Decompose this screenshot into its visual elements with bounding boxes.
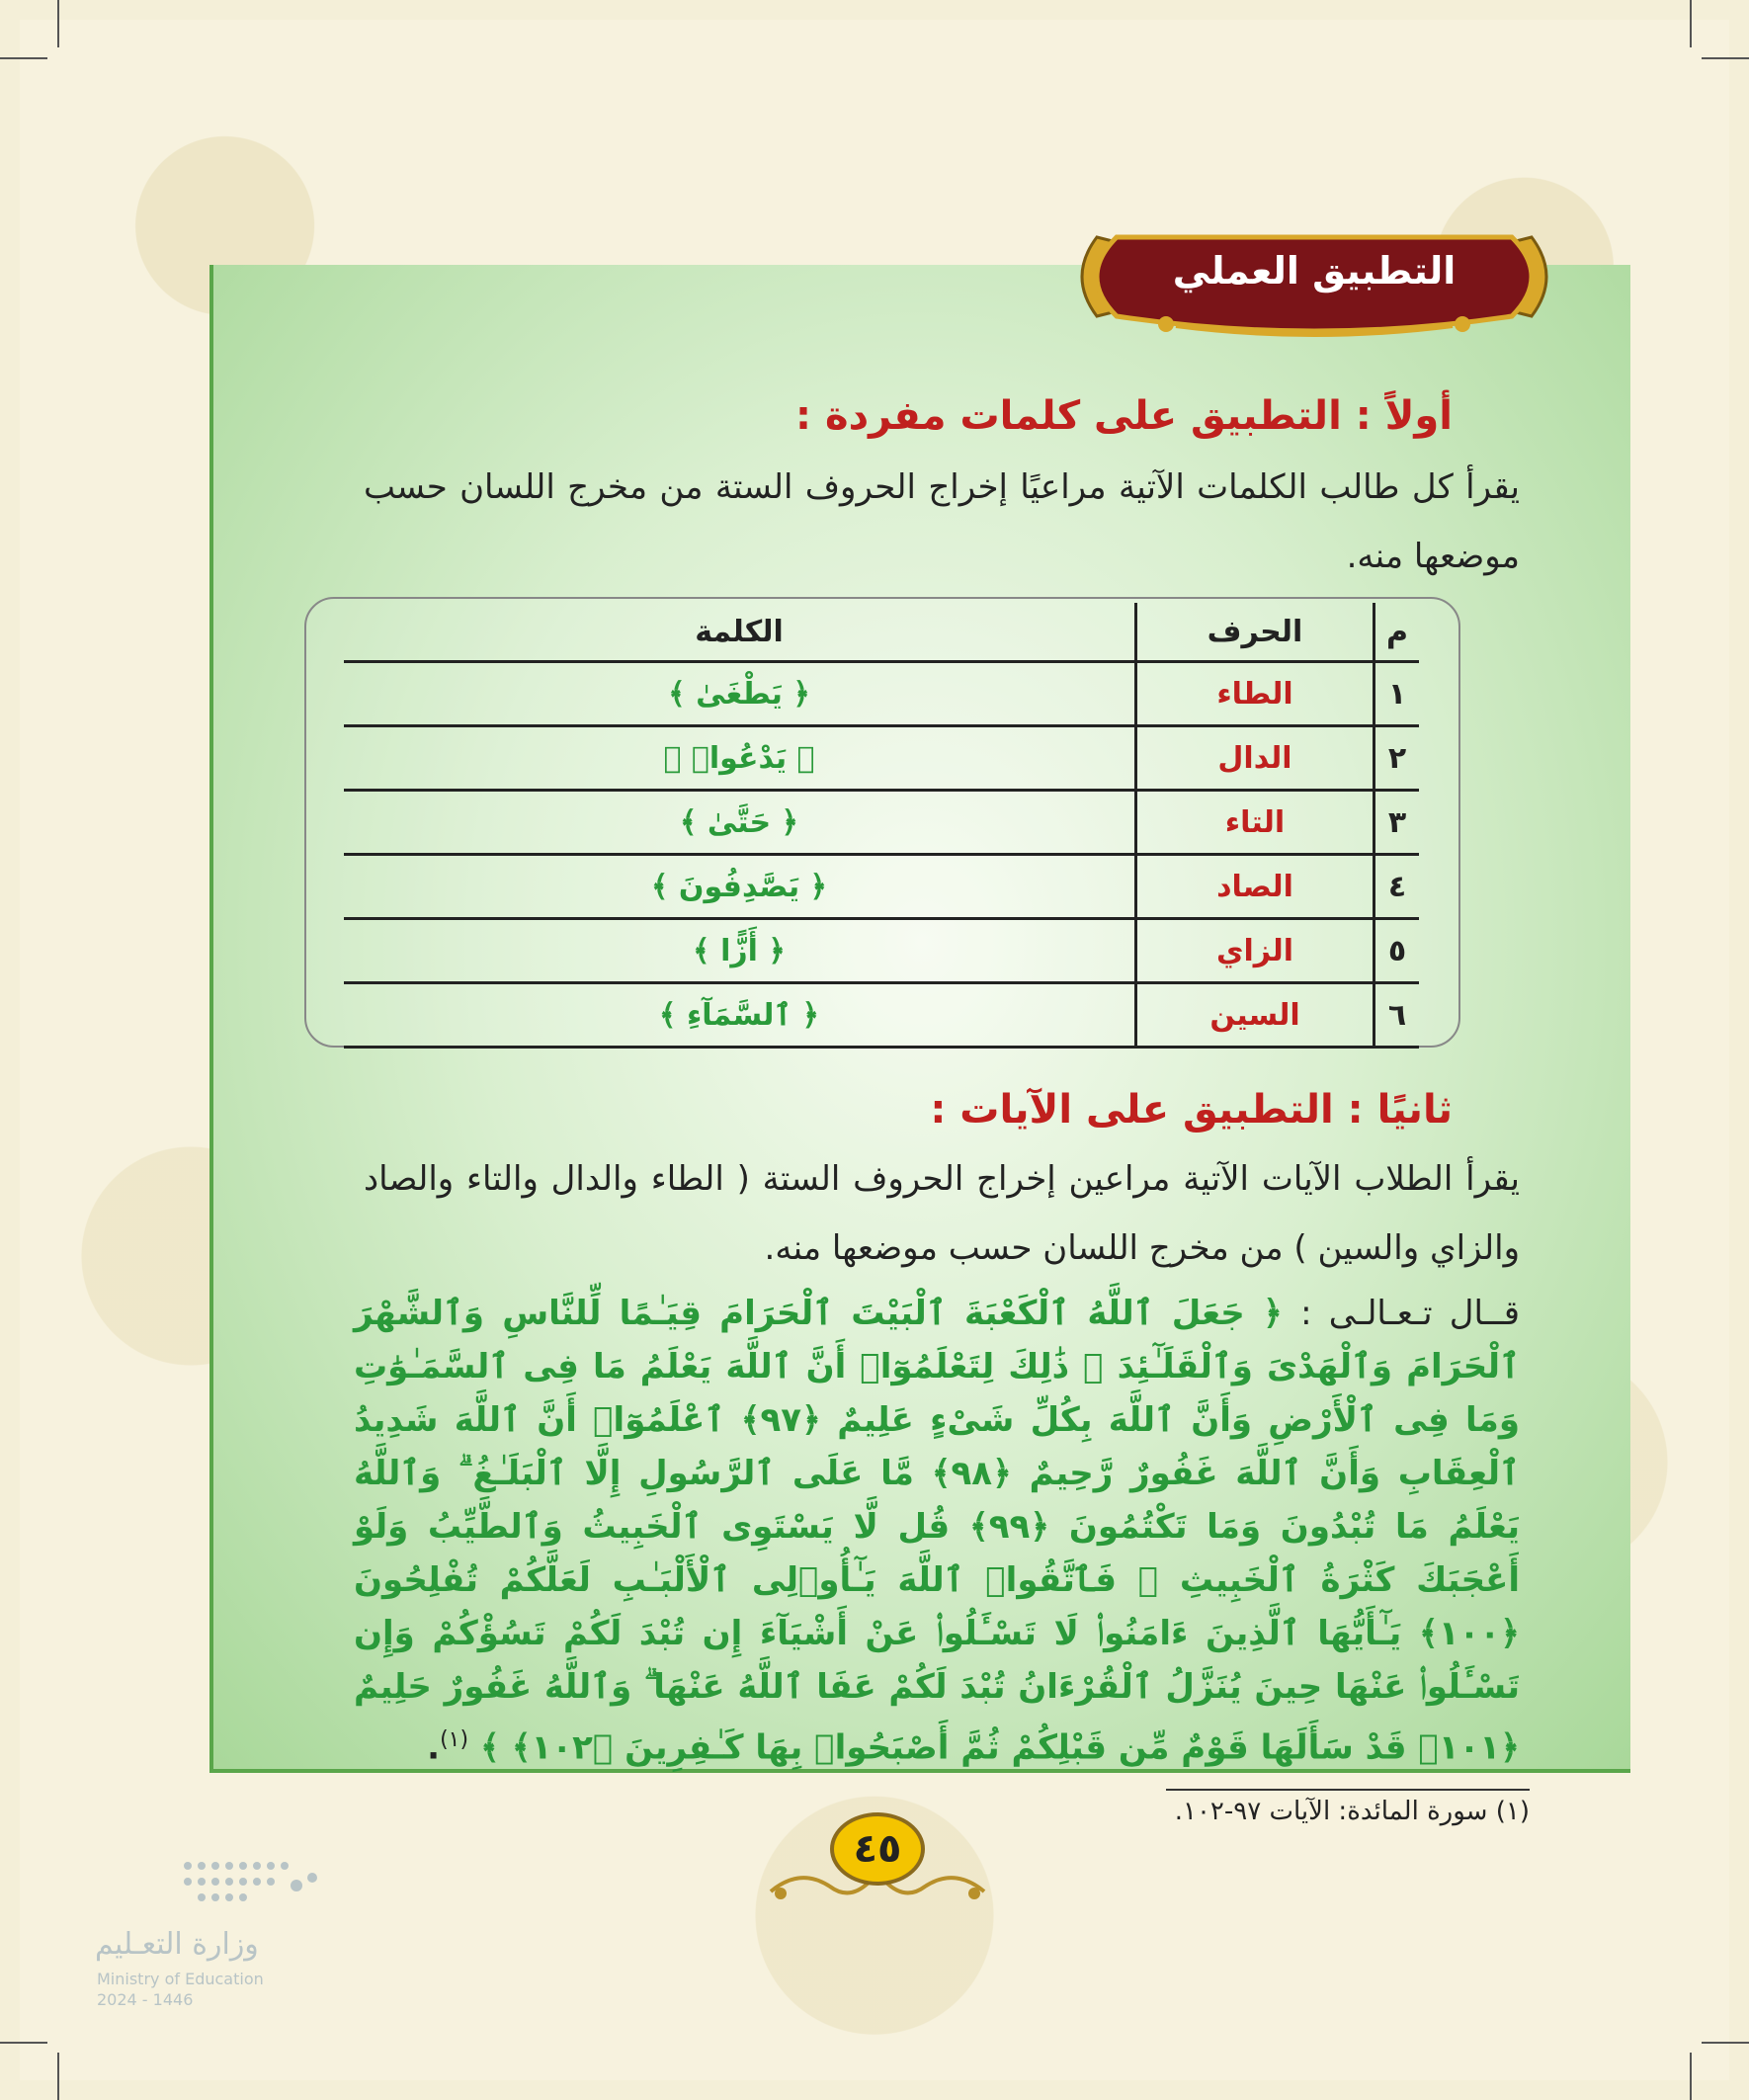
row-word: ﴿ ٱلسَّمَآءِ ﴾	[344, 983, 1136, 1048]
footnote-rule	[1166, 1789, 1530, 1791]
row-num: ٤	[1374, 855, 1420, 919]
ministry-logo-icon	[178, 1856, 326, 1915]
crop-mark	[1702, 2042, 1749, 2044]
row-word: ﴿ يَدْعُوا۟ ﴾	[344, 726, 1136, 791]
row-letter: التاء	[1136, 791, 1374, 855]
row-num: ١	[1374, 662, 1420, 726]
header-num: م	[1374, 603, 1420, 662]
table-row	[344, 855, 1419, 919]
header-letter: الحرف	[1136, 603, 1374, 662]
section2-paragraph: يقرأ الطلاب الآيات الآتية مراعين إخراج الحروف الستة ( الطاء والدال والتاء والصاد والزاي والسين ) من مخرج اللسان حسب موضعها منه.	[364, 1159, 1520, 1268]
row-num: ٦	[1374, 983, 1420, 1048]
ministry-name-arabic: وزارة التعـليم	[95, 1927, 259, 1962]
crop-mark	[1702, 57, 1749, 59]
row-letter: الطاء	[1136, 662, 1374, 726]
section1-heading: أولاً : التطبيق على كلمات مفردة :	[795, 393, 1453, 439]
table-row	[344, 726, 1419, 791]
quran-text: ﴿ جَعَلَ ٱللَّهُ ٱلْكَعْبَةَ ٱلْبَيْتَ ٱلْحَرَامَ قِيَـٰمًا لِّلنَّاسِ وَٱلشَّهْرَ ٱلْحَرَامَ وَٱلْهَدْىَ وَٱلْقَلَـٰٓئِدَ ۚ ذَٰلِكَ لِتَعْلَمُوٓا۟ أَنَّ ٱللَّهَ يَعْلَمُ مَا فِى ٱلسَّمَـٰوَٰتِ وَمَا فِى ٱلْأَرْضِ وَأَنَّ ٱللَّهَ بِكُلِّ شَىْءٍ عَلِيمٌ ﴿٩٧﴾ ٱعْلَمُوٓا۟ أَنَّ ٱللَّهَ شَدِيدُ ٱلْعِقَابِ وَأَنَّ ٱللَّهَ غَفُورٌ رَّحِيمٌ ﴿٩٨﴾ مَّا عَلَى ٱلرَّسُولِ إِلَّا ٱلْبَلَـٰغُ ۗ وَٱللَّهُ يَعْلَمُ مَا تُبْدُونَ وَمَا تَكْتُمُونَ ﴿٩٩﴾ قُل لَّا يَسْتَوِى ٱلْخَبِيثُ وَٱلطَّيِّبُ وَلَوْ أَعْجَبَكَ كَثْرَةُ ٱلْخَبِيثِ ۚ فَٱتَّقُوا۟ ٱللَّهَ يَـٰٓأُو۟لِى ٱلْأَلْبَـٰبِ لَعَلَّكُمْ تُفْلِحُونَ ﴿١٠٠﴾ يَـٰٓأَيُّهَا ٱلَّذِينَ ءَامَنُوا۟ لَا تَسْـَٔلُوا۟ عَنْ أَشْيَآءَ إِن تُبْدَ لَكُمْ تَسُؤْكُمْ وَإِن تَسْـَٔلُوا۟ عَنْهَا حِينَ يُنَزَّلُ ٱلْقُرْءَانُ تُبْدَ لَكُمْ عَفَا ٱللَّهُ عَنْهَا ۗ وَٱللَّهُ غَفُورٌ حَلِيمٌ ﴿١٠١﴾ قَدْ سَأَلَهَا قَوْمٌ مِّن قَبْلِكُمْ ثُمَّ أَصْبَحُوا۟ بِهَا كَـٰفِرِينَ ﴿١٠٢﴾ ﴾	[354, 1294, 1520, 1768]
row-word: ﴿ يَصَّدِفُونَ ﴾	[344, 855, 1136, 919]
table-header-row	[344, 603, 1419, 662]
row-num: ٣	[1374, 791, 1420, 855]
ministry-name-english: Ministry of Education	[97, 1970, 264, 1988]
row-word: ﴿ أَزًّا ﴾	[344, 919, 1136, 983]
row-word: ﴿ يَطْغَىٰ ﴾	[344, 662, 1136, 726]
row-letter: السين	[1136, 983, 1374, 1048]
table-row	[344, 791, 1419, 855]
ministry-year: 2024 - 1446	[97, 1990, 194, 2009]
crop-mark	[1690, 2053, 1692, 2100]
header-word: الكلمة	[344, 603, 1136, 662]
quran-end: .	[427, 1727, 441, 1768]
banner-title: التطبيق العملي	[1172, 249, 1457, 293]
crop-mark	[57, 0, 59, 47]
row-letter: الدال	[1136, 726, 1374, 791]
row-num: ٢	[1374, 726, 1420, 791]
row-letter: الصاد	[1136, 855, 1374, 919]
quran-lead: قــال تـعـالـى :	[1300, 1294, 1520, 1333]
crop-mark	[1690, 0, 1692, 47]
footnote: (١) سورة المائدة: الآيات ٩٧-١٠٢.	[1174, 1797, 1530, 1826]
letters-table	[344, 603, 1419, 1049]
row-letter: الزاي	[1136, 919, 1374, 983]
page-number: ٤٥	[830, 1812, 925, 1886]
crop-mark	[0, 2042, 47, 2044]
footnote-ref: (١)	[440, 1727, 469, 1752]
row-num: ٥	[1374, 919, 1420, 983]
table-row	[344, 983, 1419, 1048]
section1-paragraph: يقرأ كل طالب الكلمات الآتية مراعيًا إخراج الحروف الستة من مخرج اللسان حسب موضعها منه.	[364, 467, 1520, 576]
crop-mark	[0, 57, 47, 59]
table-row	[344, 919, 1419, 983]
crop-mark	[57, 2053, 59, 2100]
row-word: ﴿ حَتَّىٰ ﴾	[344, 791, 1136, 855]
section2-heading: ثانيًا : التطبيق على الآيات :	[930, 1087, 1453, 1133]
quran-verses	[354, 1287, 1520, 1774]
table-row	[344, 662, 1419, 726]
